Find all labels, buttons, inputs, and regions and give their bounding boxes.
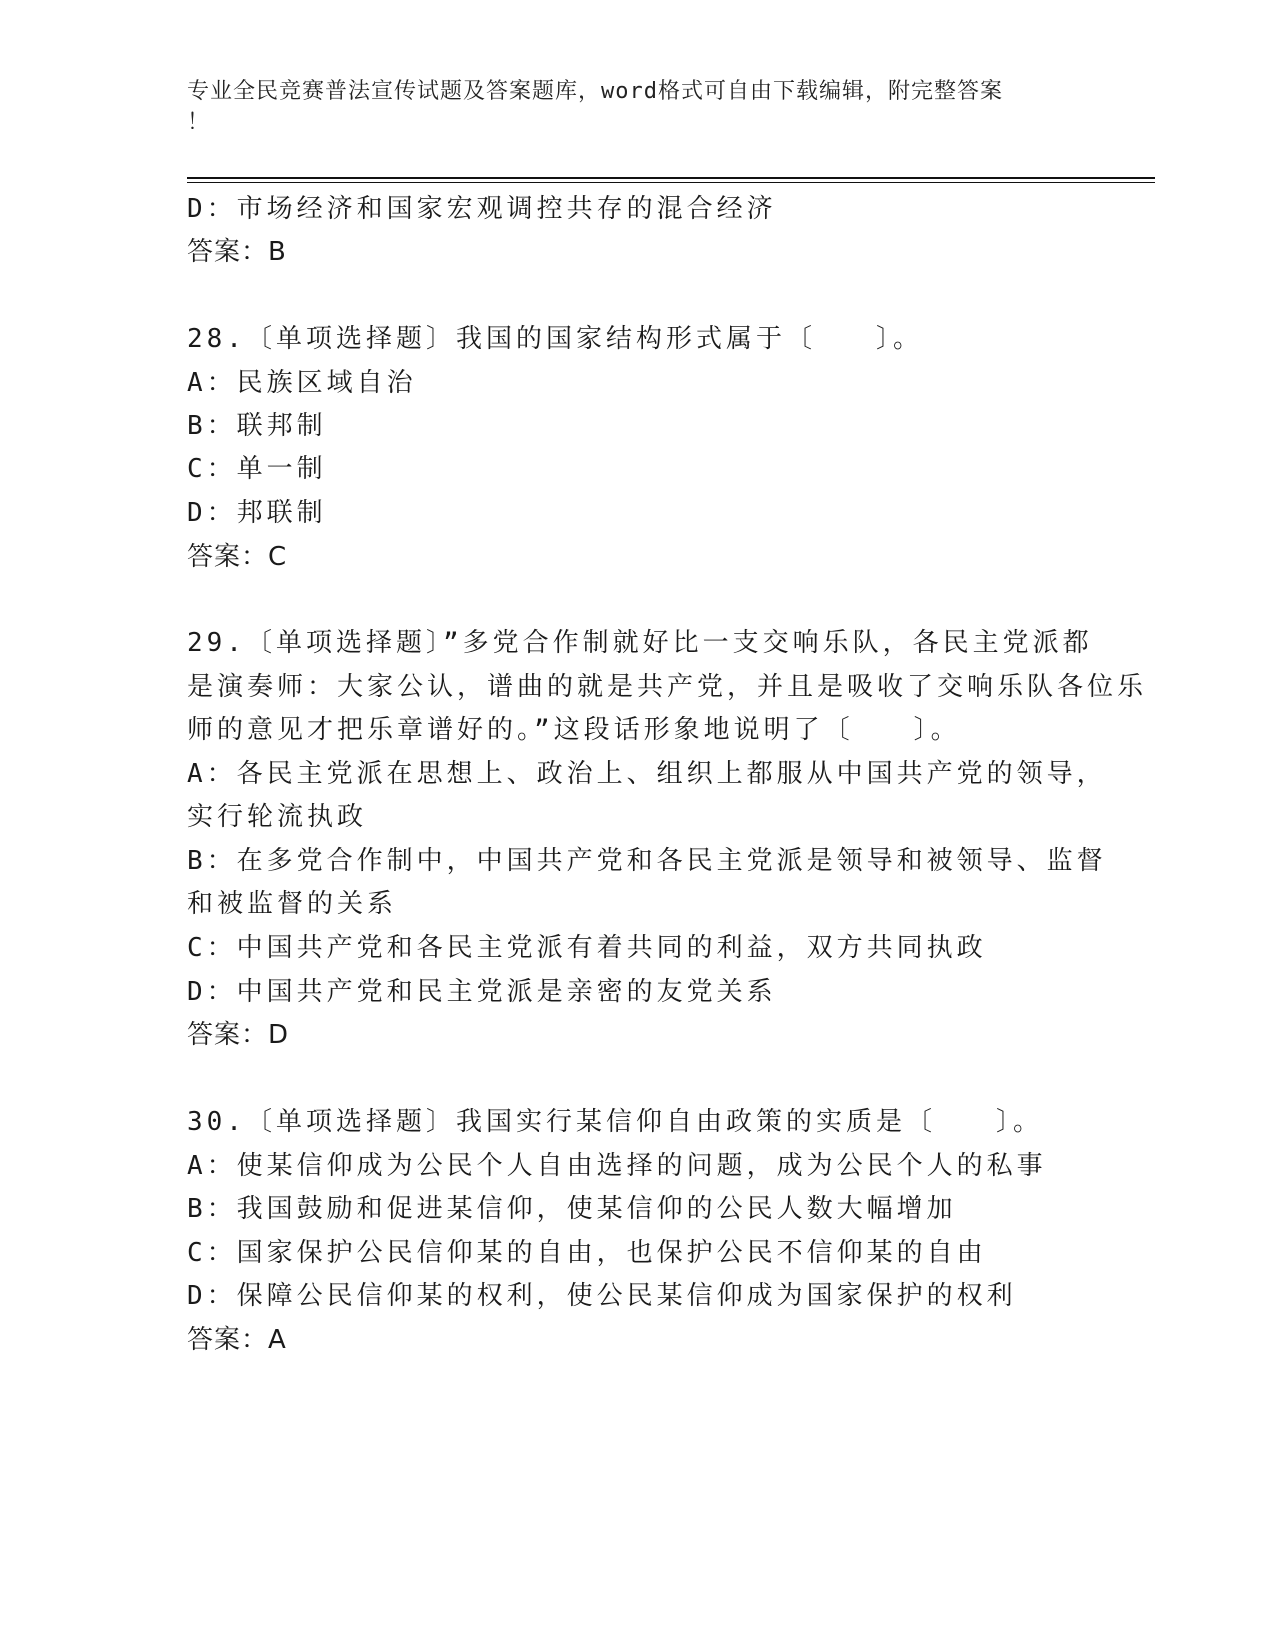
option-a: A：民族区域自治 [187,368,417,398]
option-b: B：在多党合作制中，中国共产党和各民主党派是领导和被领导、监督 [187,846,1107,876]
option-a: A：各民主党派在思想上、政治上、组织上都服从中国共产党的领导， [187,759,1107,789]
answer: 答案：C [187,542,288,572]
answer: 答案：B [187,237,287,267]
answer: 答案：A [187,1325,287,1355]
option-b: B：联邦制 [187,411,327,441]
header-divider-thick [187,177,1155,179]
question-text: 29.〔单项选择题〕”多党合作制就好比一支交响乐队，各民主党派都 [187,628,1093,658]
option-b: 和被监督的关系 [187,889,398,919]
option-c: C：国家保护公民信仰某的自由，也保护公民不信仰某的自由 [187,1238,987,1268]
option-d: D：邦联制 [187,498,327,528]
option-d: D：中国共产党和民主党派是亲密的友党关系 [187,977,777,1007]
header-divider-thin [187,182,1155,183]
question-text: 师的意见才把乐章谱好的。”这段话形象地说明了〔 〕。 [187,715,961,745]
question-text: 是演奏师：大家公认，谱曲的就是共产党，并且是吸收了交响乐队各位乐 [187,672,1148,702]
option-c: C：中国共产党和各民主党派有着共同的利益，双方共同执政 [187,933,987,963]
header-title-end: ！ [187,110,211,135]
question-text: 28.〔单项选择题〕我国的国家结构形式属于〔 〕。 [187,324,923,354]
option-b: B：我国鼓励和促进某信仰，使某信仰的公民人数大幅增加 [187,1194,957,1224]
option-a: 实行轮流执政 [187,802,368,832]
answer: 答案：D [187,1020,290,1050]
option-a: A：使某信仰成为公民个人自由选择的问题，成为公民个人的私事 [187,1151,1047,1181]
option-c: C：单一制 [187,454,327,484]
question-text: 30.〔单项选择题〕我国实行某信仰自由政策的实质是〔 〕。 [187,1107,1043,1137]
option-d: D：保障公民信仰某的权利，使公民某信仰成为国家保护的权利 [187,1281,1017,1311]
page-header [187,76,1067,138]
header-title: 专业全民竞赛普法宣传试题及答案题库，word格式可自由下载编辑，附完整答案 [187,79,1003,104]
option-d: D：市场经济和国家宏观调控共存的混合经济 [187,194,777,224]
